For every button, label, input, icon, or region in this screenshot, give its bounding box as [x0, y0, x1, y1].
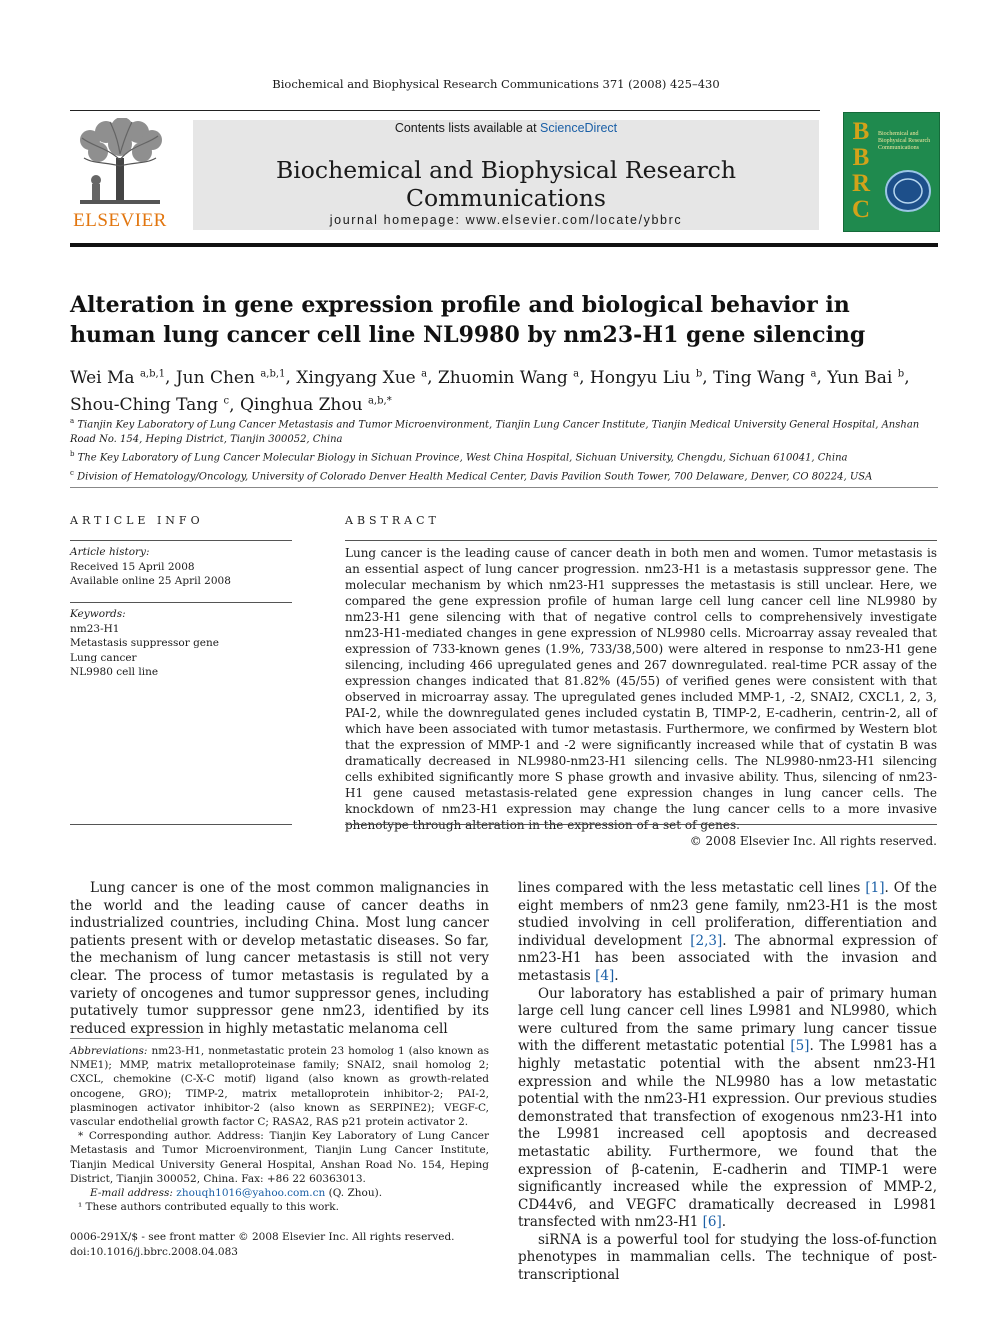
equal-contribution-footnote: ¹ These authors contributed equally to this work.	[78, 1201, 339, 1214]
article-info-heading: ARTICLE INFO	[70, 514, 204, 527]
masthead-rule	[70, 243, 938, 247]
cover-journal-name: Biochemical and Biophysical Research Communications	[878, 131, 931, 151]
keyword: nm23-H1	[70, 622, 120, 635]
affiliation: $^b$ The Key Laboratory of Lung Cancer Molecular Biology in Sichuan Province, West China Hospital, Sichuan University, Chengdu, Sichuan 610041, China	[70, 450, 848, 464]
running-head: Biochemical and Biophysical Research Communications 371 (2008) 425–430	[272, 77, 720, 91]
abstract-text: Lung cancer is the leading cause of cancer death in both men and women. Tumor metastasis is an essential aspect of lung cancer progression. nm23-H1 is a metastasis suppressor gene. The molecular mechanism by which nm23-H1 suppresses the metastasis is still unclear. Here, we compared the gene expression profile of human large cell lung cancer cell line NL9980 by nm23-H1 gene silencing with that of negative control cells to comprehensively investigate nm23-H1-mediated changes in gene expression of NL9980 cells. Microarray assay revealed that expression of 733-known genes (1.9%, 733/38,500) were altered in response to nm23-H1 gene silencing, including 466 upregulated genes and 267 downregulated. real-time PCR assay of the expression changes indicated that 81.82% (45/55) of verified genes were consistent with that observed in microarray assay. The upregulated genes included MMP-1, -2, SNAI2, CXCL1, 2, 3, PAI-2, while the downregulated genes included cystatin B, TIMP-2, E-cadherin, centrin-2, all of which have been associated with tumor metastasis. Furthermore, we confirmed by Western blot that the expression of MMP-1 and -2 were significantly increased while that of cystatin B was dramatically decreased in NL9980-nm23-H1 silencing cells. The NL9980-nm23-H1 silencing cells exhibited significantly more S phase growth and invasive ability. Thus, silencing of nm23-H1 gene caused metastasis-related gene expression changes in lung cancer cells. The knockdown of nm23-H1 expression may change the lung cancer cells to a more invasive phenotype through alteration in the expression of a set of genes.	[345, 546, 937, 832]
corresponding-footnote: * Corresponding author. Address: Tianjin Key Laboratory of Lung Cancer Metastasis and Tumor Microenvironment, Tianjin Lung Cancer Institute, Tianjin Medical University General Hospital, Anshan Road No. 154, Heping District, Tianjin 300052, China. Fax: +86 22 60363013.	[70, 1130, 489, 1185]
online-date: Available online 25 April 2008	[70, 575, 231, 587]
citation-link[interactable]: [1]	[865, 880, 885, 896]
article-info-rule	[70, 540, 292, 541]
received-date: Received 15 April 2008	[70, 560, 195, 573]
citation-link[interactable]: [5]	[790, 1038, 810, 1055]
author[interactable]: Xingyang Xue $^a$	[296, 367, 428, 388]
journal-title: Biochemical and Biophysical Research Communications	[276, 156, 736, 212]
affiliation: $^a$ Tianjin Key Laboratory of Lung Cancer Metastasis and Tumor Microenvironment, Tianjin Lung Cancer Institute, Tianjin Medical University General Hospital, Anshan Road No. 154, Heping District, Tianjin 300052, China	[70, 417, 920, 445]
article-title: Alteration in gene expression profile and biological behavior in human lung cancer cell line NL9980 by nm23-H1 gene silencing	[70, 292, 866, 348]
keywords-label: Keywords:	[70, 608, 126, 620]
author[interactable]: Zhuomin Wang $^a$	[437, 367, 580, 388]
elsevier-wordmark: ELSEVIER	[73, 210, 167, 231]
body-paragraph: lines compared with the less metastatic cell lines [1]. Of the eight members of nm23 gene family, nm23-H1 is the most studied involving in cell proliferation, differentiation and individual development [2,3]. The abnormal expression of nm23-H1 has been associated with the invasion and metastasis [4].	[518, 880, 937, 984]
cover-letter: B	[852, 144, 870, 171]
article-history	[70, 545, 292, 589]
abstract-copyright: © 2008 Elsevier Inc. All rights reserved.	[689, 834, 937, 848]
body-right-column	[518, 880, 937, 1285]
body-left-column	[70, 880, 489, 1038]
abstract-rule	[345, 540, 937, 541]
email-footnote: E-mail address: zhouqh1016@yahoo.com.cn (Q. Zhou).	[90, 1187, 383, 1200]
abstract-heading: ABSTRACT	[345, 514, 440, 527]
affiliation: $^c$ Division of Hematology/Oncology, University of Colorado Denver Health Medical Center, Davis Pavilion South Tower, 700 Delaware, Denver, CO 80224, USA	[70, 469, 873, 483]
keyword: NL9980 cell line	[70, 666, 159, 678]
front-matter	[70, 1230, 489, 1259]
citation-link[interactable]: [4]	[595, 967, 615, 984]
contents-line	[193, 121, 819, 135]
header-rule	[70, 110, 820, 111]
abstract	[345, 545, 937, 849]
tree-icon	[70, 118, 170, 210]
affiliations	[70, 414, 938, 485]
contents-prefix: Contents lists available at	[394, 121, 541, 135]
footnote-rule	[70, 1038, 200, 1039]
history-label: Article history:	[70, 546, 150, 558]
footnotes	[70, 1044, 489, 1214]
journal-homepage-link[interactable]: journal homepage: www.elsevier.com/locate/ybbrc	[329, 213, 683, 227]
keywords-rule	[70, 602, 292, 603]
keyword: Metastasis suppressor gene	[70, 637, 219, 649]
body-paragraph: siRNA is a powerful tool for studying the loss-of-function phenotypes in mammalian cells. The technique of post-transcriptional	[518, 1231, 937, 1284]
doi-line[interactable]: doi:10.1016/j.bbrc.2008.04.083	[70, 1245, 238, 1258]
abstract-end-rule	[345, 824, 937, 825]
author[interactable]: Wei Ma $^{a,b,1}$	[70, 367, 166, 388]
author[interactable]: Qinghua Zhou $^{a,b,*}$	[239, 395, 392, 416]
citation-link[interactable]: [6]	[702, 1214, 722, 1231]
author[interactable]: Yun Bai $^b$	[827, 367, 905, 388]
author[interactable]: Hongyu Liu $^b$	[589, 367, 703, 388]
abbreviations-footnote: Abbreviations: nm23-H1, nonmetastatic protein 23 homolog 1 (also known as NME1); MMP, matrix metalloproteinase family; SNAI2, snail homolog 2; CXCL, chemokine (C-X-C motif) ligand (also known as growth-related oncogene, GRO); TIMP-2, matrix metalloprotein inhibitor-2; PAI-2, plasminogen activator inhibitor-2 (also known as SERPINE2); VEGF-C, vascular endothelial growth factor C; RASA2, RAS p21 protein activator 2.	[70, 1045, 489, 1129]
elsevier-logo[interactable]	[70, 118, 170, 232]
cover-letters	[847, 119, 875, 223]
keyword: Lung cancer	[70, 651, 137, 664]
author[interactable]: Ting Wang $^a$	[713, 367, 817, 388]
author-list: Wei Ma $^{a,b,1}$, Jun Chen $^{a,b,1}$, Xingyang Xue $^a$, Zhuomin Wang $^a$, Hongyu Liu $^b$, Ting Wang $^a$, Yun Bai $^b$, Shou-Ching Tang $^c$, Qinghua Zhou $^{a,b,*}$	[70, 367, 910, 416]
cover-art-icon	[882, 165, 934, 217]
section-divider	[70, 487, 938, 488]
article-info-end-rule	[70, 824, 292, 825]
citation-link[interactable]: [2,3]	[690, 932, 723, 949]
author[interactable]: Shou-Ching Tang $^c$	[70, 395, 230, 416]
issn-line: 0006-291X/$ - see front matter © 2008 Elsevier Inc. All rights reserved.	[70, 1231, 455, 1243]
author[interactable]: Jun Chen $^{a,b,1}$	[175, 367, 286, 388]
intro-paragraph: Lung cancer is one of the most common malignancies in the world and the leading cause of cancer deaths in industrialized countries, including China. Most lung cancer patients present with or develop metastatic diseases. So far, the mechanism of lung cancer metastasis is still not very clear. The process of tumor metastasis is regulated by a variety of oncogenes and tumor suppressor genes, including putatively tumor suppressor gene nm23, identified by its reduced expression in highly metastatic melanoma cell	[70, 880, 489, 1037]
cover-letter: R	[851, 170, 871, 197]
keywords	[70, 607, 292, 680]
journal-cover[interactable]	[843, 112, 940, 232]
cover-letter: C	[851, 196, 871, 223]
body-paragraph: Our laboratory has established a pair of primary human large cell lung cancer cell lines L9981 and NL9980, which were cultured from the same primary lung cancer tissue with the different metastatic potential [5]. The L9981 has a highly metastatic potential with the absent nm23-H1 expression and while the NL9980 has a low metastatic potential with the nm23-H1 expression. Our previous studies demonstrated that transfection of exogenous nm23-H1 into the L9981 increased cell apoptosis and decreased metastatic ability. Furthermore, we found that the expression of β-catenin, E-cadherin and TIMP-1 were significantly increased while the expression of MMP-2, CD44v6, and VEGFC dramatically decreased in L9981 transfected with nm23-H1 [6].	[518, 985, 937, 1231]
email-link[interactable]: zhouqh1016@yahoo.com.cn	[176, 1187, 326, 1200]
cover-letter: B	[852, 118, 870, 145]
sciencedirect-link[interactable]: ScienceDirect	[540, 121, 618, 135]
